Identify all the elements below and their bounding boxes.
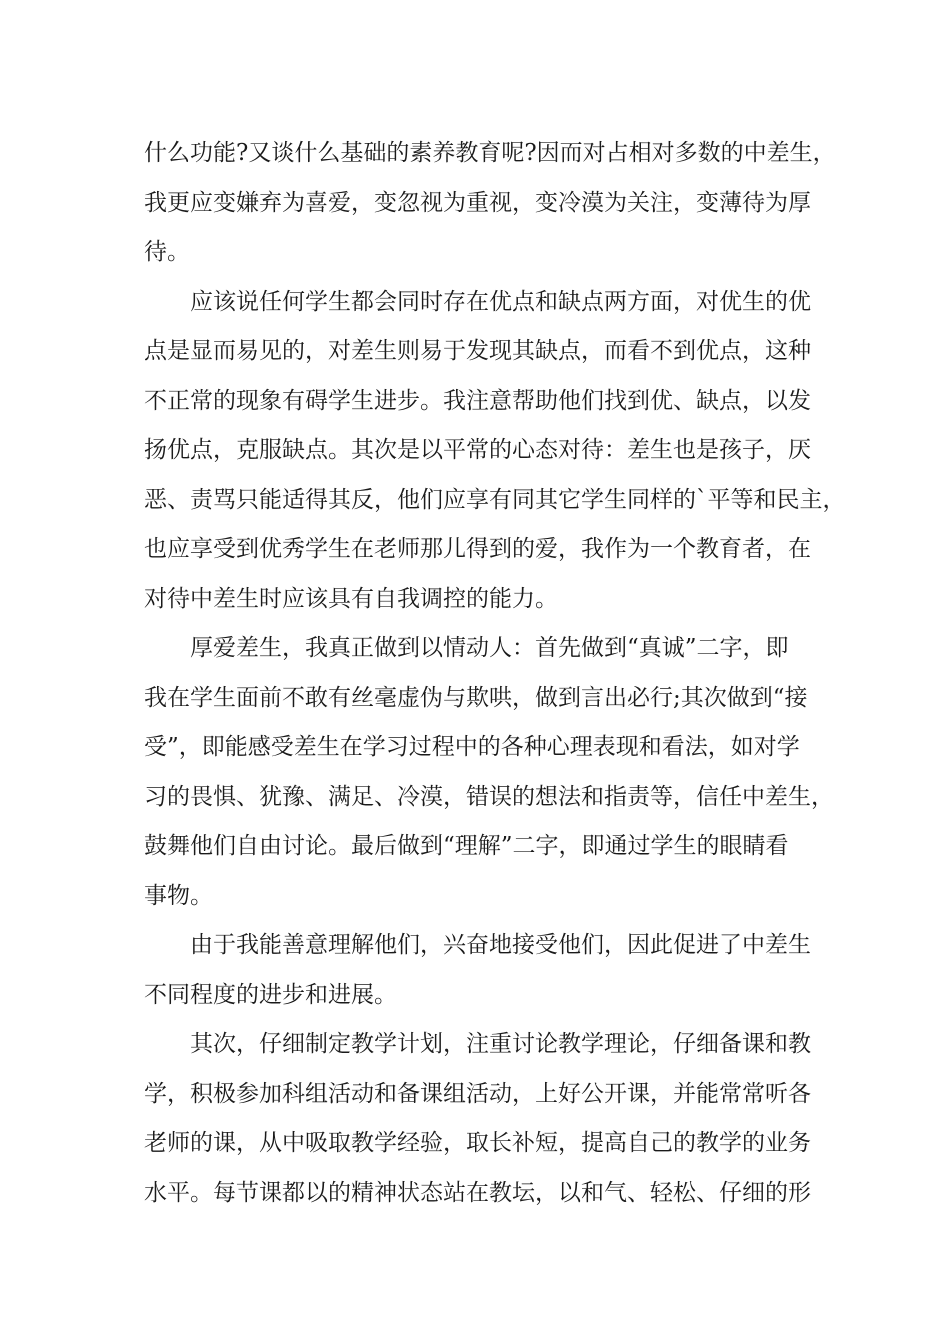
text-line: 由于我能善意理解他们，兴奋地接受他们，因此促进了中差生 — [190, 932, 811, 958]
paragraph-2 — [144, 278, 846, 625]
text-line: 事物。 — [144, 882, 213, 909]
text-line: 受”，即能感受差生在学习过程中的各种心理表现和看法，如对学 — [144, 734, 800, 760]
text-line: 学，积极参加科组活动和备课组活动，上好公开课，并能常常听各 — [144, 1080, 811, 1107]
text-line: 我更应变嫌弃为喜爱，变忽视为重视，变冷漠为关注，变薄待为厚 — [144, 189, 811, 216]
text-line: 鼓舞他们自由讨论。最后做到“理解”二字，即通过学生的眼睛看 — [144, 833, 789, 859]
paragraph-3 — [144, 624, 834, 921]
text-line: 点是显而易见的，对差生则易于发现其缺点，而看不到优点，这种 — [144, 338, 811, 364]
paragraph-5 — [144, 1020, 820, 1218]
text-line: 什么功能?又谈什么基础的素养教育呢?因而对占相对多数的中差生， — [144, 140, 836, 166]
text-line: 也应享受到优秀学生在老师那儿得到的爱，我作为一个教育者，在 — [144, 536, 811, 562]
text-line: 待。 — [144, 239, 190, 265]
text-line: 老师的课，从中吸取教学经验，取长补短，提高自己的教学的业务 — [144, 1130, 811, 1156]
text-line: 其次，仔细制定教学计划，注重讨论教学理论，仔细备课和教 — [190, 1031, 811, 1057]
text-line: 恶、责骂只能适得其反，他们应享有同其它学生同样的`平等和民主， — [144, 486, 846, 513]
paragraph-1 — [144, 129, 836, 278]
text-line: 扬优点，克服缺点。其次是以平常的心态对待：差生也是孩子，厌 — [144, 437, 811, 463]
text-line: 不正常的现象有碍学生进步。我注意帮助他们找到优、缺点，以发 — [144, 387, 811, 414]
text-line: 对待中差生时应该具有自我调控的能力。 — [144, 585, 558, 612]
document-body — [144, 129, 846, 1218]
text-line: 水平。每节课都以的精神状态站在教坛，以和气、轻松、仔细的形 — [144, 1179, 811, 1206]
text-line: 不同程度的进步和进展。 — [144, 981, 397, 1008]
paragraph-4 — [144, 921, 820, 1020]
text-line: 我在学生面前不敢有丝毫虚伪与欺哄，做到言出必行;其次做到“接 — [144, 684, 808, 711]
text-line: 厚爱差生，我真正做到以情动人：首先做到“真诚”二字，即 — [190, 635, 789, 661]
text-line: 习的畏惧、犹豫、满足、冷漠，错误的想法和指责等，信任中差生， — [144, 783, 834, 810]
text-line: 应该说任何学生都会同时存在优点和缺点两方面，对优生的优 — [190, 288, 811, 315]
